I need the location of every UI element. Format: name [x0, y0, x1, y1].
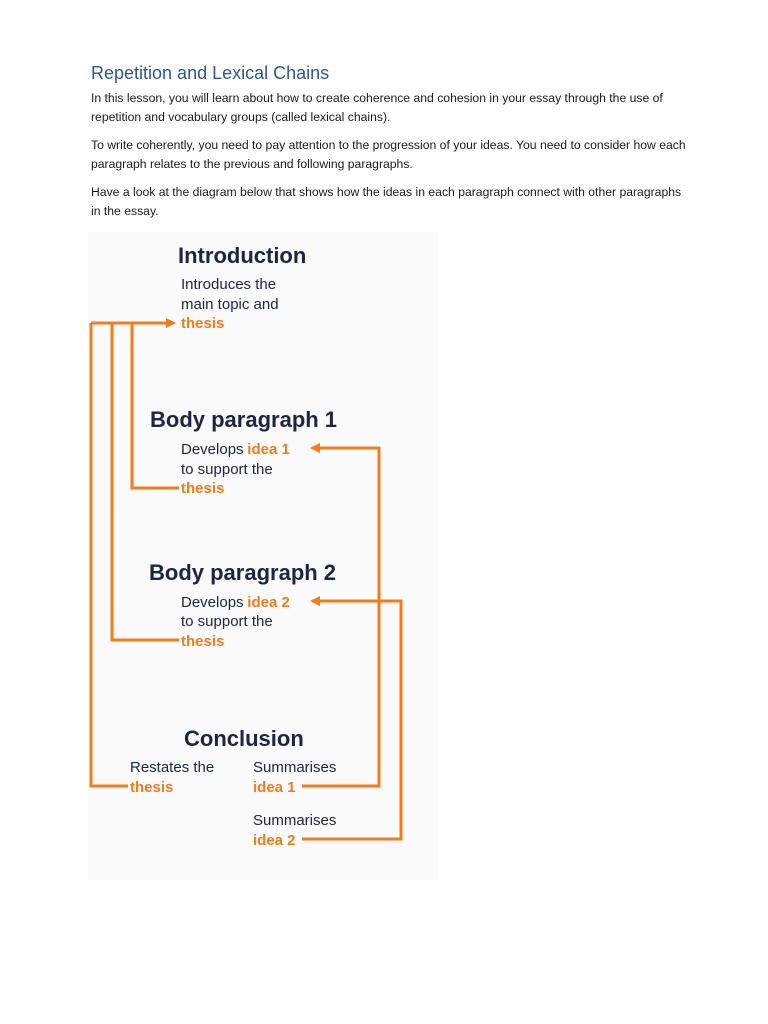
- body1-thesis: thesis: [181, 480, 225, 497]
- intro-line2: main topic and: [181, 296, 279, 313]
- body1-line1: [181, 441, 290, 458]
- essay-structure-diagram: [88, 232, 438, 880]
- conclusion-heading: Conclusion: [184, 726, 304, 751]
- body2-heading: Body paragraph 2: [149, 560, 337, 585]
- page-title: Repetition and Lexical Chains: [91, 63, 330, 83]
- body2-line2: to support the: [181, 613, 273, 630]
- body1-line2: to support the: [181, 461, 273, 478]
- body1-idea: idea 1: [247, 441, 290, 458]
- conclusion-idea1: idea 1: [253, 779, 296, 796]
- body2-line1: [181, 594, 290, 611]
- coherence-paragraph: To write coherently, you need to pay attention to the progression of your ideas. You need to consider how each paragraph relates to the previous and following paragraphs.: [91, 138, 686, 171]
- intro-paragraph: In this lesson, you will learn about how to create coherence and cohesion in your essay through the use of repetition and vocabulary groups (called lexical chains).: [91, 91, 663, 124]
- conclusion-summarises2: Summarises: [253, 812, 337, 829]
- intro-heading: Introduction: [178, 243, 307, 268]
- conclusion-thesis: thesis: [130, 779, 174, 796]
- intro-line1: Introduces the: [181, 276, 277, 293]
- intro-thesis: thesis: [181, 315, 225, 332]
- conclusion-idea2: idea 2: [253, 832, 296, 849]
- body2-thesis: thesis: [181, 633, 225, 650]
- body1-develops: Develops: [181, 441, 244, 458]
- body1-heading: Body paragraph 1: [150, 407, 338, 432]
- conclusion-restates: Restates the: [130, 759, 215, 776]
- body2-develops: Develops: [181, 594, 244, 611]
- diagram-lead-paragraph: Have a look at the diagram below that shows how the ideas in each paragraph connect with other paragraphs in the essay.: [91, 185, 682, 218]
- body2-idea: idea 2: [247, 594, 290, 611]
- conclusion-summarises1: Summarises: [253, 759, 337, 776]
